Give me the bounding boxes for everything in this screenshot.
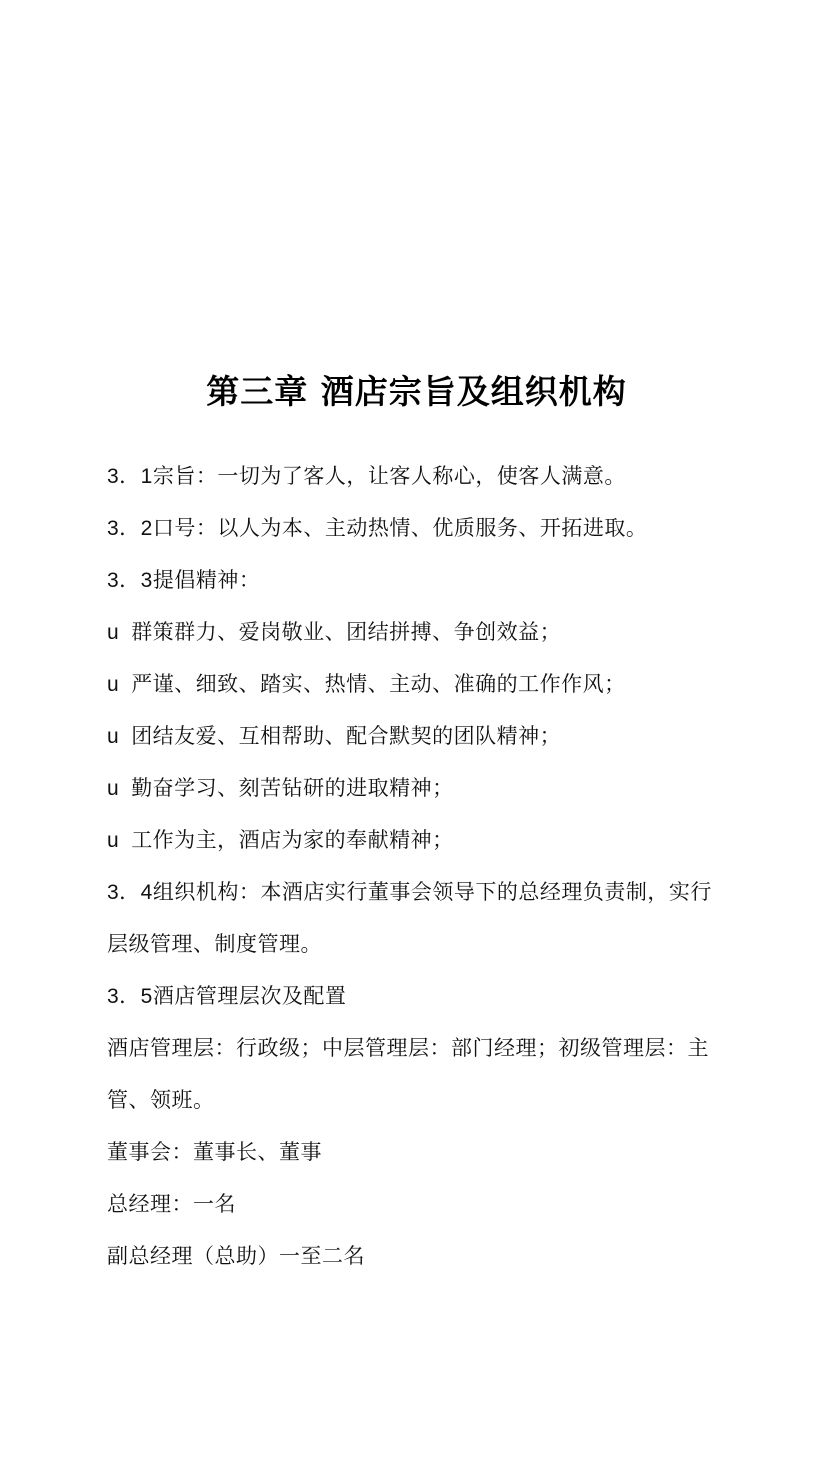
bullet-text: 勤奋学习、刻苦钻研的进取精神；	[131, 776, 454, 800]
bullet-text: 团结友爱、互相帮助、配合默契的团队精神；	[131, 724, 562, 748]
section-number: 3．4	[107, 881, 153, 904]
section-number: 3．2	[107, 517, 153, 540]
deputy-general-manager: 副总经理（总助）一至二名	[107, 1244, 365, 1268]
bullet-item-3	[107, 710, 729, 762]
document-body	[107, 450, 729, 1282]
bullet-icon: u	[107, 673, 120, 696]
bullet-item-2	[107, 658, 729, 710]
section-3-4	[107, 866, 729, 918]
section-3-1	[107, 450, 729, 502]
section-text: 口号：以人为本、主动热情、优质服务、开拓进取。	[152, 516, 648, 540]
section-number: 3．5	[107, 985, 153, 1008]
bullet-icon: u	[107, 829, 120, 852]
management-levels-line2: 管、领班。	[107, 1088, 215, 1112]
section-3-2	[107, 502, 729, 554]
bullet-item-5	[107, 814, 729, 866]
section-number: 3．1	[107, 465, 153, 488]
section-text: 层级管理、制度管理。	[107, 932, 322, 956]
section-number: 3．3	[107, 569, 153, 592]
bullet-item-4	[107, 762, 729, 814]
section-3-5	[107, 970, 729, 1022]
section-text: 提倡精神：	[152, 568, 261, 592]
section-text: 宗旨：一切为了客人，让客人称心，使客人满意。	[152, 464, 626, 488]
board-of-directors: 董事会：董事长、董事	[107, 1140, 322, 1164]
section-3-4-continued	[107, 918, 729, 970]
bullet-icon: u	[107, 725, 120, 748]
section-3-3	[107, 554, 729, 606]
bullet-text: 工作为主，酒店为家的奉献精神；	[131, 828, 454, 852]
bullet-icon: u	[107, 621, 120, 644]
bullet-text: 严谨、细致、踏实、热情、主动、准确的工作作风；	[131, 672, 626, 696]
section-text: 组织机构：本酒店实行董事会领导下的总经理负责制，实行	[152, 880, 712, 904]
bullet-item-1	[107, 606, 729, 658]
bullet-text: 群策群力、爱岗敬业、团结拼搏、争创效益；	[131, 620, 562, 644]
section-text: 酒店管理层次及配置	[152, 984, 347, 1008]
management-levels-line1: 酒店管理层：行政级；中层管理层：部门经理；初级管理层：主	[107, 1036, 709, 1060]
chapter-title: 第三章 酒店宗旨及组织机构	[206, 372, 627, 411]
bullet-icon: u	[107, 777, 120, 800]
general-manager: 总经理：一名	[107, 1192, 236, 1216]
